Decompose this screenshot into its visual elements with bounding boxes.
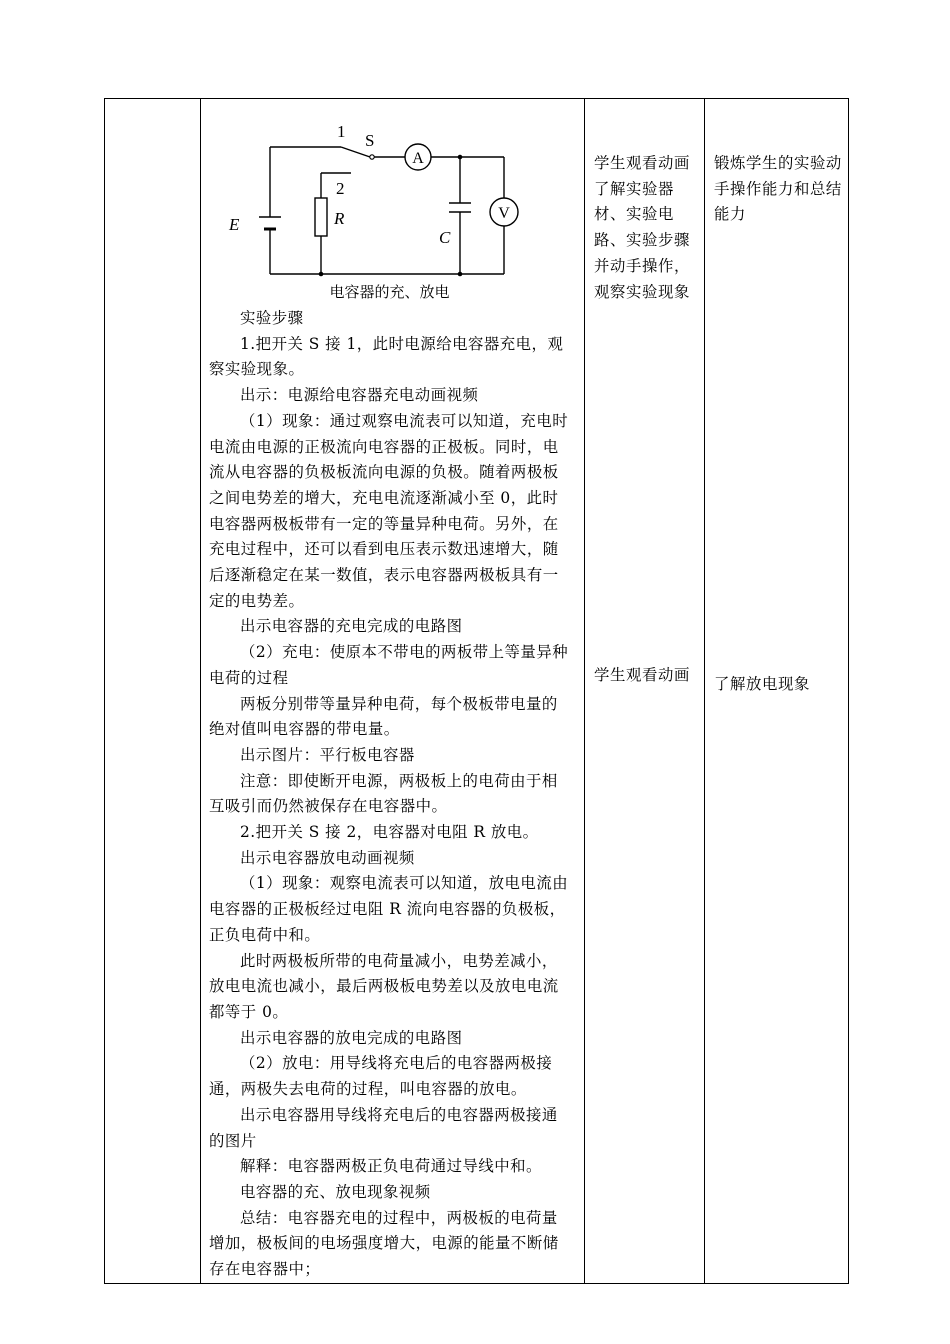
content-paragraph: 实验步骤 [240, 309, 304, 327]
content-paragraph: 两板分别带等量异种电荷，每个极板带电量的绝对值叫电容器的带电量。 [209, 694, 558, 739]
ammeter-icon: A [412, 150, 424, 167]
teaching-content-cell [201, 99, 585, 1284]
student-activity-text: 学生观看动画了解实验器材、实验电路、实验步骤并动手操作，观察实验现象 [594, 154, 690, 301]
content-paragraph: 电容器的充、放电现象视频 [240, 1182, 431, 1201]
capacitor-circuit-diagram [215, 117, 565, 279]
content-paragraph: 出示电容器用导线将充电后的电容器两极接通的图片 [209, 1105, 558, 1150]
empty-cell [105, 99, 201, 1284]
student-activity-cell [585, 99, 705, 1284]
design-intent-text: 了解放电现象 [714, 675, 810, 693]
content-paragraph: （2）放电：用导线将充电后的电容器两极接通，两极失去电荷的过程，叫电容器的放电。 [209, 1054, 553, 1099]
content-paragraph: 出示电容器的放电完成的电路图 [240, 1028, 463, 1047]
label-s: S [365, 131, 375, 150]
content-paragraph: （1）现象：通过观察电流表可以知道，充电时电流由电源的正极流向电容器的正极板。同时，电流从电容器的负极板流向电源的负极。随着两极板之间电势差的增大，充电电流逐渐减小至 0，此时电容器两极板带有一定的等量异种电荷。另外，在充电过程中，还可以看到电压表示数迅速增大，随后逐渐稳定在某一数值，表示电容器两极板具有一定的电势差。 [209, 411, 569, 610]
content-paragraph: 2.把开关 S 接 2，电容器对电阻 R 放电。 [240, 823, 539, 842]
content-paragraph: 总结：电容器充电的过程中，两极板的电荷量增加，极板间的电场强度增大，电源的能量不断储存在电容器中； [209, 1208, 559, 1279]
design-intent-cell [705, 99, 849, 1284]
content-paragraph: （1）现象：观察电流表可以知道，放电电流由电容器的正极板经过电阻 R 流向电容器的负极板，正负电荷中和。 [209, 874, 569, 944]
lesson-table [104, 98, 849, 1284]
content-paragraph: 出示：电源给电容器充电动画视频 [240, 386, 479, 405]
figure-caption: 电容器的充、放电 [329, 283, 450, 301]
content-paragraph: 1.把开关 S 接 1，此时电源给电容器充电，观察实验现象。 [209, 334, 564, 379]
content-paragraph: 出示电容器的充电完成的电路图 [240, 617, 463, 636]
content-paragraph: 出示图片：平行板电容器 [240, 745, 415, 764]
label-e: E [229, 215, 240, 234]
content-paragraph: 解释：电容器两极正负电荷通过导线中和。 [240, 1157, 542, 1176]
content-paragraph: 注意：即使断开电源，两极板上的电荷由于相互吸引而仍然被保存在电容器中。 [209, 771, 558, 816]
content-paragraph: （2）充电：使原本不带电的两板带上等量异种电荷的过程 [209, 643, 569, 687]
content-paragraph: 此时两极板所带的电荷量减小，电势差减小，放电电流也减小，最后两极板电势差以及放电电流都等于 0。 [209, 951, 559, 1021]
voltmeter-icon: V [498, 205, 510, 222]
design-intent-text: 锻炼学生的实验动手操作能力和总结能力 [714, 154, 842, 224]
label-pos2: 2 [336, 179, 345, 198]
label-c: C [439, 228, 451, 247]
student-activity-text: 学生观看动画 [594, 666, 690, 684]
label-r: R [334, 209, 345, 228]
content-paragraph: 出示电容器放电动画视频 [240, 848, 415, 867]
label-pos1: 1 [337, 122, 346, 141]
